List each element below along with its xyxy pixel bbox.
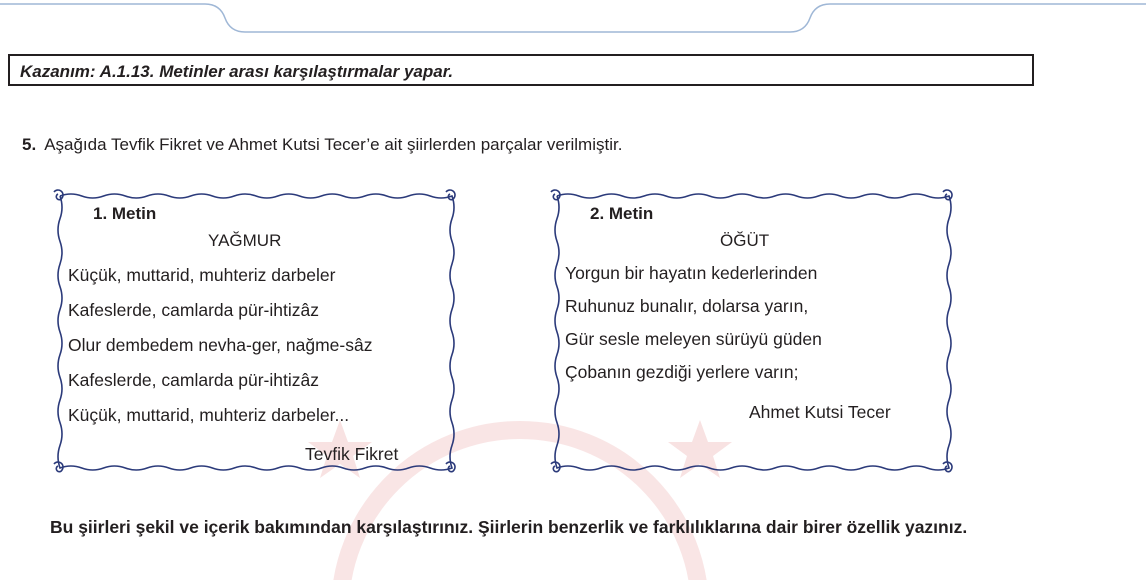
header-decoration	[0, 0, 1146, 40]
question-text: Aşağıda Tevfik Fikret ve Ahmet Kutsi Tecer’e ait şiirlerden parçalar verilmiştir.	[44, 135, 623, 154]
question-number: 5.	[22, 135, 37, 154]
instruction-text: Bu şiirleri şekil ve içerik bakımından karşılaştırınız. Şiirlerin benzerlik ve farklılıklarına dair birer özellik yazınız.	[50, 517, 968, 537]
question-line	[22, 135, 622, 155]
kazanim-box	[8, 54, 1034, 86]
poem-2-title: ÖĞÜT	[720, 231, 770, 250]
poem-1-line: Küçük, muttarid, muhteriz darbeler...	[68, 405, 350, 425]
poem-2-line: Çobanın gezdiği yerlere varın;	[565, 362, 799, 382]
poem-2-author: Ahmet Kutsi Tecer	[749, 402, 891, 422]
poem-1-author: Tevfik Fikret	[305, 444, 399, 464]
poem-2-line: Gür sesle meleyen sürüyü güden	[565, 329, 822, 349]
poem-2-line: Yorgun bir hayatın kederlerinden	[565, 263, 818, 283]
poem-1-heading: 1. Metin	[93, 204, 157, 223]
poem-1-line: Olur dembedem nevha-ger, nağme-sâz	[68, 335, 373, 355]
poem-1-line: Kafeslerde, camlarda pür-ihtizâz	[68, 300, 319, 320]
kazanim-text: Kazanım: A.1.13. Metinler arası karşılaştırmalar yapar.	[20, 62, 454, 81]
poem-1-title: YAĞMUR	[208, 231, 282, 250]
poem-1-line: Küçük, muttarid, muhteriz darbeler	[68, 265, 336, 285]
poem-frame-1	[46, 182, 466, 482]
poem-2-heading: 2. Metin	[590, 204, 654, 223]
poem-1-line: Kafeslerde, camlarda pür-ihtizâz	[68, 370, 319, 390]
poem-2-line: Ruhunuz bunalır, dolarsa yarın,	[565, 296, 809, 316]
